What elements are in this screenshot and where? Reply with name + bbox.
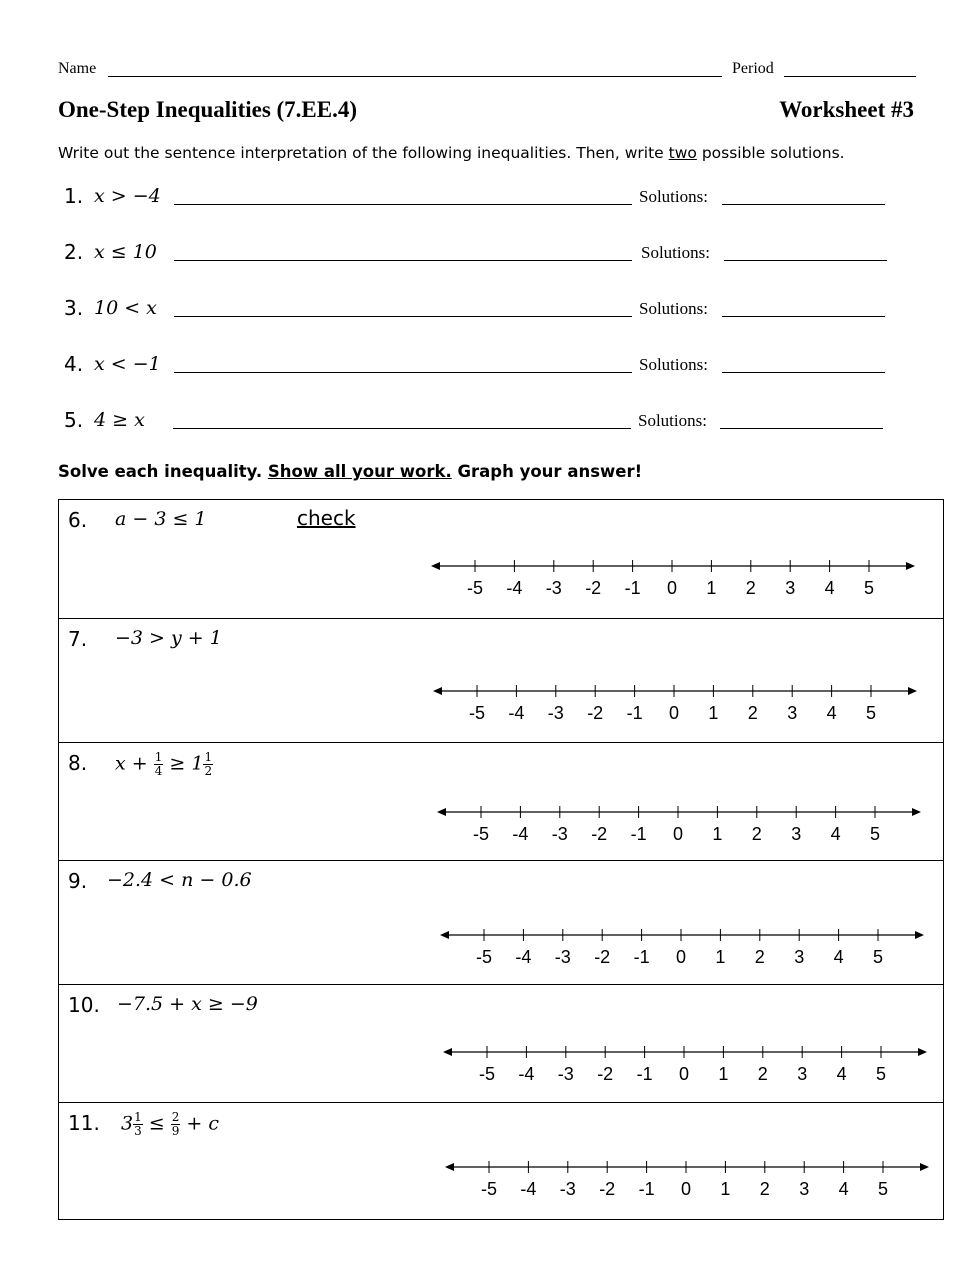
tick-label: 0 — [666, 578, 678, 598]
left-arrow-icon — [431, 562, 440, 570]
interpretation-blank[interactable] — [173, 428, 631, 429]
tick-label: -2 — [597, 1064, 614, 1084]
tick-label: 4 — [830, 824, 841, 844]
tick-label: 1 — [718, 1064, 729, 1084]
tick-label: -4 — [520, 1179, 537, 1199]
tick-label: -2 — [591, 824, 608, 844]
number-line[interactable] — [435, 800, 925, 846]
name-label: Name — [58, 60, 97, 77]
tick-label: 1 — [708, 703, 719, 723]
tick-label: 4 — [824, 578, 835, 598]
right-arrow-icon — [906, 562, 915, 570]
problem-9 — [59, 861, 943, 985]
tick-label: -4 — [515, 947, 532, 967]
left-arrow-icon — [443, 1048, 452, 1056]
tick-label: -3 — [557, 1064, 574, 1084]
tick-label: 1 — [706, 578, 717, 598]
inequality: 10 < x — [94, 297, 157, 319]
tick-label: -1 — [638, 1179, 655, 1199]
right-arrow-icon — [920, 1163, 929, 1171]
tick-label: 0 — [672, 824, 684, 844]
problem-4 — [64, 352, 904, 382]
problem-6 — [59, 500, 943, 619]
right-arrow-icon — [915, 931, 924, 939]
solutions-label: Solutions: — [641, 243, 710, 262]
tick-label: -5 — [480, 1179, 498, 1199]
number-line[interactable] — [431, 679, 921, 725]
tick-label: -1 — [624, 578, 641, 598]
problem-number: 6. — [68, 508, 88, 532]
tick-label: 5 — [875, 1064, 887, 1084]
problem-1 — [64, 184, 904, 214]
tick-label: 2 — [757, 1064, 768, 1084]
tick-label: 5 — [877, 1179, 889, 1199]
number-line[interactable] — [443, 1155, 933, 1201]
tick-label: -1 — [630, 824, 647, 844]
tick-label: -3 — [559, 1179, 576, 1199]
interpretation-blank[interactable] — [174, 260, 632, 261]
right-arrow-icon — [912, 808, 921, 816]
inequality: x < −1 — [94, 353, 161, 375]
tick-label: 0 — [668, 703, 680, 723]
solutions-blank[interactable] — [724, 260, 887, 261]
tick-label: 2 — [745, 578, 756, 598]
problem-11 — [59, 1103, 943, 1219]
tick-label: 1 — [715, 947, 726, 967]
solutions-blank[interactable] — [722, 204, 885, 205]
tick-label: -2 — [587, 703, 604, 723]
inequality: 3 $\frac{1}{3}$ ≤ $\frac{2}{9}$ + c — [121, 1110, 220, 1138]
solutions-blank[interactable] — [720, 428, 883, 429]
check-label: check — [297, 506, 356, 530]
problem-number: 4. — [64, 352, 84, 376]
tick-label: 2 — [747, 703, 758, 723]
tick-label: 3 — [797, 1064, 808, 1084]
tick-label: 4 — [826, 703, 837, 723]
tick-label: -4 — [508, 703, 525, 723]
problem-number: 1. — [64, 184, 84, 208]
inequality: −3 > y + 1 — [115, 627, 222, 649]
tick-label: 3 — [794, 947, 805, 967]
tick-label: -5 — [468, 703, 486, 723]
problem-number: 10. — [68, 993, 100, 1017]
problem-5 — [64, 408, 904, 438]
inequality: a − 3 ≤ 1 — [115, 508, 207, 530]
fraction-two-ninths: $\frac{2}{9}$ — [171, 1110, 180, 1138]
tick-label: -5 — [478, 1064, 496, 1084]
number-line[interactable] — [438, 923, 928, 969]
period-field[interactable] — [784, 60, 916, 77]
inequality: x > −4 — [94, 185, 161, 207]
left-arrow-icon — [440, 931, 449, 939]
right-arrow-icon — [918, 1048, 927, 1056]
solutions-label: Solutions: — [638, 411, 707, 430]
right-arrow-icon — [908, 687, 917, 695]
tick-label: -3 — [545, 578, 562, 598]
tick-label: 5 — [869, 824, 881, 844]
tick-label: 3 — [785, 578, 796, 598]
tick-label: -2 — [594, 947, 611, 967]
fraction-one-half: $\frac{1}{2}$ — [204, 750, 213, 778]
period-label: Period — [732, 60, 774, 77]
tick-label: 5 — [865, 703, 877, 723]
problem-number: 7. — [68, 627, 88, 651]
problem-8 — [59, 743, 943, 861]
tick-label: -3 — [551, 824, 568, 844]
tick-label: -4 — [506, 578, 523, 598]
problem-2 — [64, 240, 904, 270]
tick-label: 5 — [872, 947, 884, 967]
tick-label: -5 — [472, 824, 490, 844]
tick-label: 1 — [720, 1179, 731, 1199]
tick-label: 2 — [759, 1179, 770, 1199]
interpretation-blank[interactable] — [174, 204, 632, 205]
tick-label: 4 — [833, 947, 844, 967]
fraction-one-third: $\frac{1}{3}$ — [134, 1110, 142, 1138]
tick-label: 2 — [751, 824, 762, 844]
name-field[interactable] — [108, 60, 722, 77]
solutions-label: Solutions: — [639, 187, 708, 206]
inequality: x + $\frac{1}{4}$ ≥ 1 $\frac{1}{2}$ — [115, 750, 213, 778]
tick-label: -4 — [512, 824, 529, 844]
instructions: Write out the sentence interpretation of the following inequalities. Then, write two possible solutions. — [58, 144, 845, 162]
solutions-label: Solutions: — [639, 299, 708, 318]
worksheet-title: One-Step Inequalities (7.EE.4) — [58, 97, 358, 122]
left-arrow-icon — [437, 808, 446, 816]
tick-label: 3 — [787, 703, 798, 723]
tick-label: 0 — [680, 1179, 692, 1199]
inequality: 4 ≥ x — [94, 409, 145, 431]
left-arrow-icon — [445, 1163, 454, 1171]
number-line[interactable] — [441, 1040, 931, 1086]
problem-number: 9. — [68, 869, 88, 893]
tick-label: 3 — [791, 824, 802, 844]
problem-3 — [64, 296, 904, 326]
tick-label: -5 — [475, 947, 493, 967]
solutions-blank[interactable] — [722, 372, 885, 373]
inequality: −2.4 < n − 0.6 — [107, 869, 252, 891]
inequality: x ≤ 10 — [94, 241, 157, 263]
tick-label: -4 — [518, 1064, 535, 1084]
problem-number: 11. — [68, 1111, 100, 1135]
problem-10 — [59, 985, 943, 1103]
tick-label: 0 — [678, 1064, 690, 1084]
worksheet-number: Worksheet #3 — [779, 97, 914, 122]
left-arrow-icon — [433, 687, 442, 695]
interpretation-blank[interactable] — [174, 316, 632, 317]
problem-number: 3. — [64, 296, 84, 320]
tick-label: 3 — [799, 1179, 810, 1199]
tick-label: 4 — [836, 1064, 847, 1084]
interpretation-blank[interactable] — [174, 372, 632, 373]
tick-label: 2 — [754, 947, 765, 967]
fraction-one-quarter: $\frac{1}{4}$ — [154, 750, 163, 778]
problem-number: 8. — [68, 751, 88, 775]
problem-number: 5. — [64, 408, 84, 432]
tick-label: -3 — [554, 947, 571, 967]
tick-label: -2 — [599, 1179, 616, 1199]
tick-label: -5 — [466, 578, 484, 598]
problem-number: 2. — [64, 240, 84, 264]
name-period-line — [58, 60, 916, 82]
solve-instructions: Solve each inequality. Show all your work. Graph your answer! — [58, 462, 643, 481]
tick-label: -3 — [547, 703, 564, 723]
solutions-label: Solutions: — [639, 355, 708, 374]
inequality: −7.5 + x ≥ −9 — [117, 993, 258, 1015]
tick-label: -1 — [636, 1064, 653, 1084]
tick-label: -1 — [626, 703, 643, 723]
solutions-blank[interactable] — [722, 316, 885, 317]
problem-grid — [58, 499, 944, 1220]
tick-label: 4 — [838, 1179, 849, 1199]
tick-label: 0 — [675, 947, 687, 967]
tick-label: -2 — [585, 578, 602, 598]
tick-label: -1 — [633, 947, 650, 967]
number-line[interactable] — [429, 554, 919, 600]
problem-7 — [59, 619, 943, 743]
tick-label: 5 — [863, 578, 875, 598]
tick-label: 1 — [712, 824, 723, 844]
